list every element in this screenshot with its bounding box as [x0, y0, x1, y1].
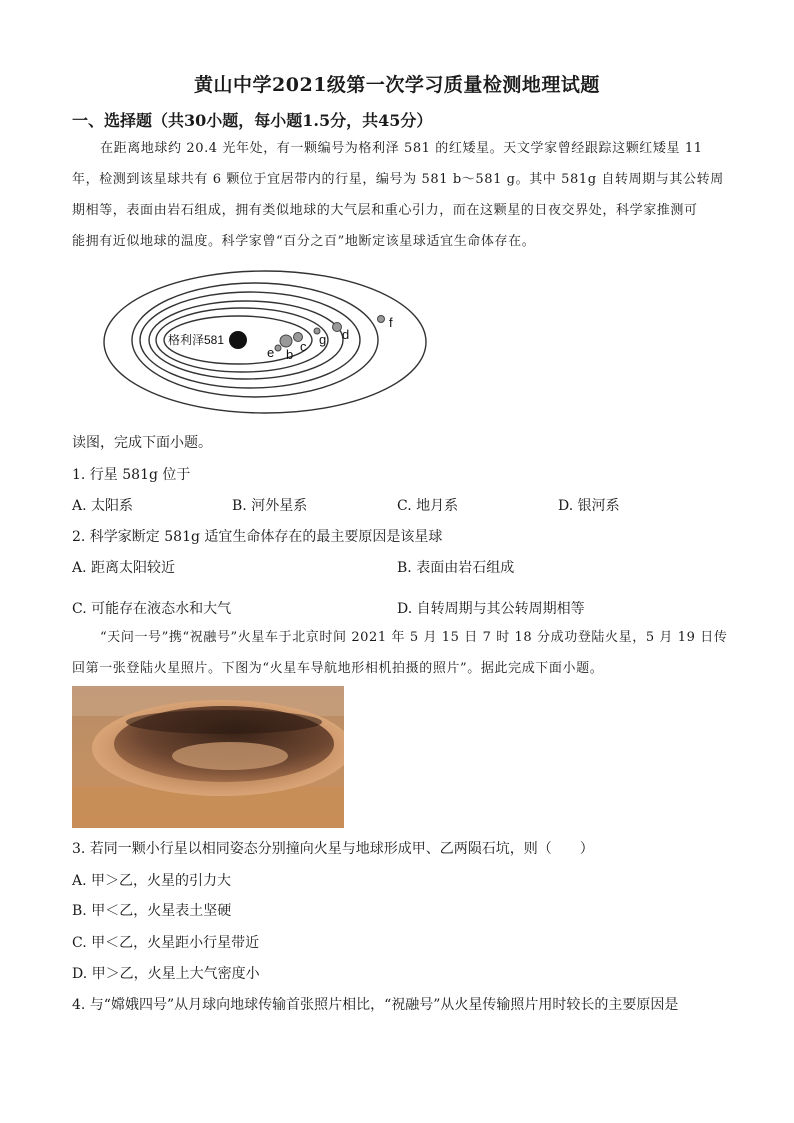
- q1-option-b: B. 河外星系: [232, 498, 308, 514]
- q3-option-c: C. 甲＜乙，火星距小行星带近: [72, 935, 260, 951]
- planet-b: [280, 335, 292, 347]
- passage-line: 能拥有近似地球的温度。科学家曾“百分之百”地断定该星球适宜生命体存在。: [72, 234, 536, 249]
- instruction: 读图，完成下面小题。: [72, 435, 212, 451]
- orbit-diagram: [100, 270, 430, 420]
- planet-d: [333, 323, 342, 332]
- q2-option-c: C. 可能存在液态水和大气: [72, 601, 232, 617]
- q1-option-a: A. 太阳系: [72, 498, 134, 514]
- passage-line: 期相等，表面由岩石组成，拥有类似地球的大气层和重心引力，而在这颗星的日夜交界处，科学家推测可: [72, 203, 698, 218]
- section-heading: 一、选择题（共30小题，每小题1.5分，共45分）: [72, 111, 433, 130]
- question-1-stem: 1. 行星 581g 位于: [72, 467, 191, 483]
- planet-label-b: b: [286, 347, 294, 362]
- passage-line: 在距离地球约 20.4 光年处，有一颗编号为格利泽 581 的红矮星。天文学家曾经跟踪这颗红矮星 11: [100, 141, 703, 156]
- planet-label-d: d: [342, 327, 350, 342]
- passage-line: “天问一号”携“祝融号”火星车于北京时间 2021 年 5 月 15 日 7 时 18 分成功登陆火星，5 月 19 日传: [100, 630, 728, 645]
- planet-label-f: f: [389, 315, 393, 330]
- q3-option-a: A. 甲＞乙，火星的引力大: [72, 873, 232, 889]
- star-label: 格利泽581: [168, 333, 225, 347]
- page-title: 黄山中学2021级第一次学习质量检测地理试题: [194, 74, 600, 96]
- q1-option-d: D. 银河系: [558, 498, 620, 514]
- passage-line: 回第一张登陆火星照片。下图为“火星车导航地形相机拍摄的照片”。据此完成下面小题。: [72, 661, 604, 676]
- star-gliese-581: [229, 331, 247, 349]
- crater-photo: [72, 686, 344, 828]
- q2-option-b: B. 表面由岩石组成: [397, 560, 515, 576]
- question-3-stem: 3. 若同一颗小行星以相同姿态分别撞向火星与地球形成甲、乙两陨石坑，则（ ）: [72, 841, 594, 857]
- planet-f: [378, 316, 385, 323]
- planet-e: [275, 345, 281, 351]
- passage-line: 年，检测到该星球共有 6 颗位于宜居带内的行星，编号为 581 b～581 g。其中 581g 自转周期与其公转周: [72, 172, 724, 187]
- q3-option-d: D. 甲＞乙，火星上大气密度小: [72, 966, 260, 982]
- q2-option-d: D. 自转周期与其公转周期相等: [397, 601, 585, 617]
- question-2-stem: 2. 科学家断定 581g 适宜生命体存在的最主要原因是该星球: [72, 529, 443, 545]
- q2-option-a: A. 距离太阳较近: [72, 560, 176, 576]
- q1-option-c: C. 地月系: [397, 498, 459, 514]
- q3-option-b: B. 甲＜乙，火星表土坚硬: [72, 903, 232, 919]
- planet-label-g: g: [319, 332, 327, 347]
- question-4-stem: 4. 与“嫦娥四号”从月球向地球传输首张照片相比，“祝融号”从火星传输照片用时较长的主要原因是: [72, 997, 679, 1013]
- planet-label-e: e: [267, 345, 275, 360]
- planet-label-c: c: [300, 339, 307, 354]
